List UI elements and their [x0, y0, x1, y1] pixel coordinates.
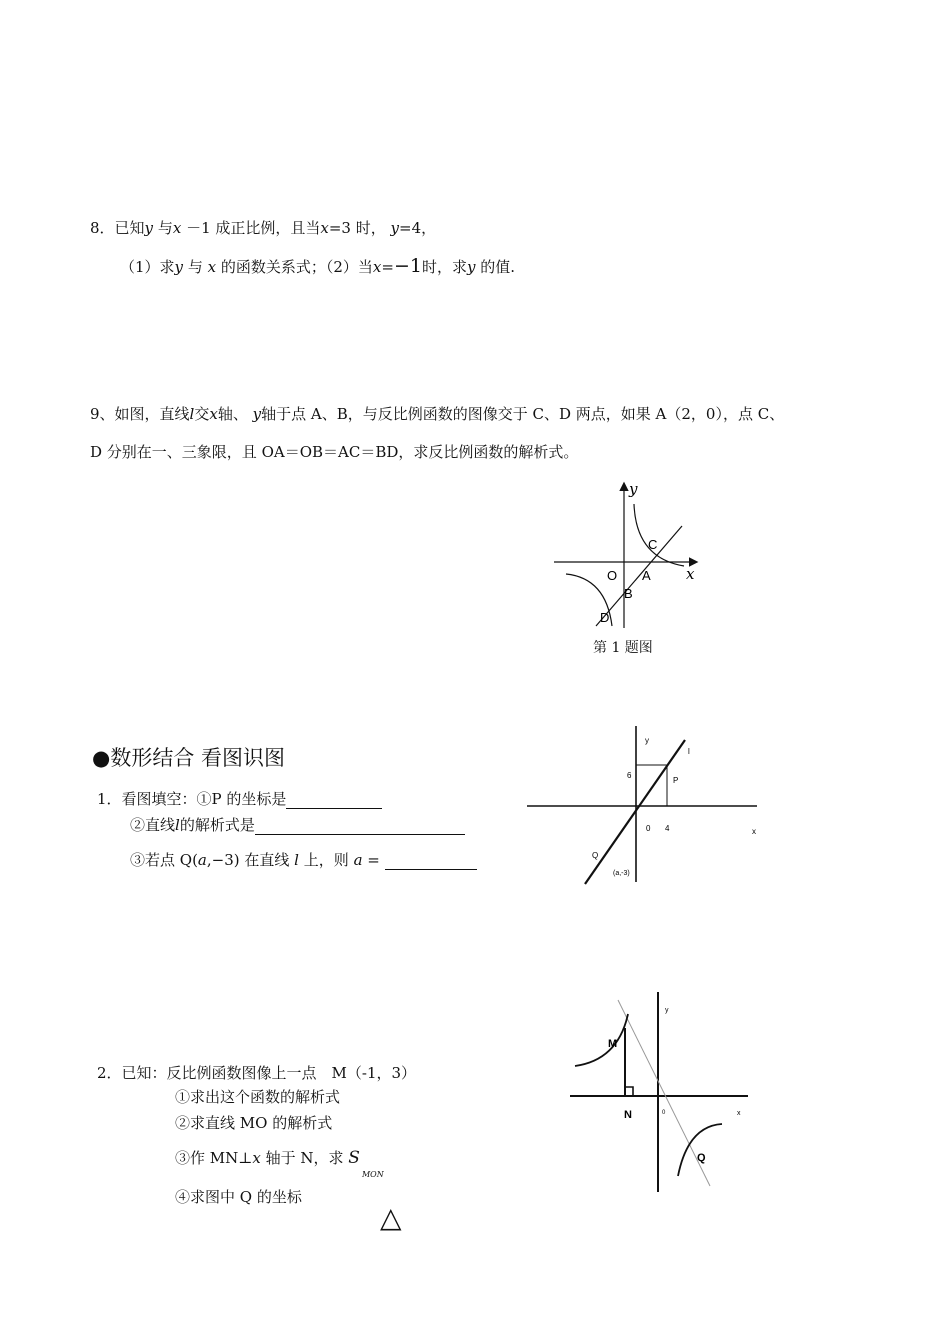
hyperbola-branch-2: [575, 1014, 628, 1066]
p1-line3: [130, 850, 477, 870]
var-l: l: [294, 851, 299, 869]
p1-figure: [525, 722, 765, 892]
p2-line1: 2．已知：反比例函数图像上一点 M（-1，3）: [97, 1064, 417, 1082]
p2-figure: [570, 990, 750, 1195]
q9-line2: D 分别在一、三象限，且 OA＝OB＝AC＝BD，求反比例函数的解析式。: [90, 443, 579, 461]
label-l: l: [688, 747, 690, 756]
var-x: x: [252, 1149, 261, 1167]
q8-text: －1 成正比例，且当: [186, 219, 321, 237]
q9-figure-caption: 第 1 题图: [593, 640, 653, 656]
var-y: y: [144, 219, 154, 237]
label-M: M: [608, 1038, 618, 1050]
label-4: 4: [665, 824, 670, 833]
q8-text: 与: [187, 258, 203, 276]
p1-line2: [130, 815, 465, 835]
q8-line1: [90, 218, 436, 238]
triangle-symbol: △: [380, 1201, 402, 1234]
label-x: x: [752, 827, 756, 836]
p2-text: ③作 MN⊥: [175, 1149, 253, 1167]
label-x: x: [686, 565, 695, 583]
p1-line1: [97, 789, 382, 809]
var-x: x: [372, 258, 382, 276]
label-N: N: [624, 1109, 632, 1121]
q8-text: =3 时，: [328, 219, 386, 237]
p2-line4: [175, 1148, 384, 1179]
var-S: S: [348, 1148, 360, 1168]
label-A: A: [642, 568, 651, 583]
minus-one: −1: [393, 255, 422, 277]
var-x: x: [320, 219, 329, 237]
q9-text: 9、如图，直线: [90, 405, 190, 423]
var-x: x: [172, 219, 182, 237]
p1-text: ②直线: [130, 816, 176, 834]
p2-line2: ①求出这个函数的解析式: [175, 1088, 341, 1106]
bullet-icon: ●: [92, 746, 111, 770]
section-heading: [92, 744, 285, 772]
q9-figure: [548, 478, 718, 653]
var-a: a: [353, 851, 363, 869]
p2-text: 轴于 N，求: [265, 1149, 344, 1167]
label-x: x: [737, 1110, 741, 1117]
q8-text: 时，求: [421, 258, 467, 276]
p1-text: ③若点 Q(: [130, 851, 198, 869]
var-y: y: [390, 219, 400, 237]
label-Q: Q: [592, 851, 599, 860]
q8-text: 的值.: [480, 258, 516, 276]
line-l: [585, 740, 685, 884]
q9-text: 交: [194, 405, 210, 423]
subscript-MON: MON: [361, 1170, 384, 1179]
p2-line5: ④求图中 Q 的坐标: [175, 1188, 302, 1206]
label-P: P: [673, 776, 679, 785]
var-x: x: [209, 405, 218, 423]
var-y: y: [174, 258, 184, 276]
right-angle-mark: [625, 1087, 633, 1096]
p2-line3: ②求直线 MO 的解析式: [175, 1114, 333, 1132]
q8-text: （1）求: [120, 258, 175, 276]
q9-text: 轴于点 A、B，与反比例函数的图像交于 C、D 两点，如果 A（2，0），点 C、: [261, 405, 785, 423]
label-6: 6: [627, 771, 632, 780]
q9-text: 轴、: [217, 405, 248, 423]
var-x: x: [207, 258, 217, 276]
var-l: l: [189, 405, 195, 423]
label-0: 0: [646, 824, 651, 833]
label-B: B: [624, 586, 633, 601]
hyperbola-branch-4: [678, 1124, 722, 1176]
q8-line2: [120, 256, 515, 277]
label-0: 0: [662, 1110, 666, 1116]
label-a-3: (a,-3): [613, 870, 630, 877]
label-D: D: [600, 610, 610, 625]
q8-text: =4，: [399, 219, 437, 237]
label-y: y: [645, 736, 649, 745]
p1-text: 上，则: [303, 851, 349, 869]
p1-text: 的解析式是: [179, 816, 255, 834]
label-C: C: [648, 537, 658, 552]
var-l: l: [175, 816, 180, 834]
hyperbola-branch-1: [634, 504, 684, 566]
section-title: 数形结合 看图识图: [110, 746, 286, 770]
q8-text: 与: [157, 219, 173, 237]
label-Q: Q: [697, 1152, 706, 1164]
q8-text: =: [381, 258, 394, 276]
answer-blank[interactable]: [385, 854, 477, 870]
label-y: y: [629, 480, 638, 498]
var-y: y: [466, 258, 476, 276]
label-y: y: [665, 1007, 669, 1014]
var-y: y: [252, 405, 262, 423]
answer-blank[interactable]: [286, 793, 382, 809]
answer-blank[interactable]: [255, 819, 465, 835]
label-O: O: [607, 568, 618, 583]
p1-text: =: [367, 851, 380, 869]
var-a: a: [197, 851, 207, 869]
q9-line1: [90, 404, 784, 424]
p1-text: 1．看图填空：①P 的坐标是: [97, 790, 287, 808]
p1-text: ,−3) 在直线: [206, 851, 290, 869]
q8-text: 的函数关系式；（2）当: [220, 258, 373, 276]
q8-text: 8．已知: [90, 219, 145, 237]
